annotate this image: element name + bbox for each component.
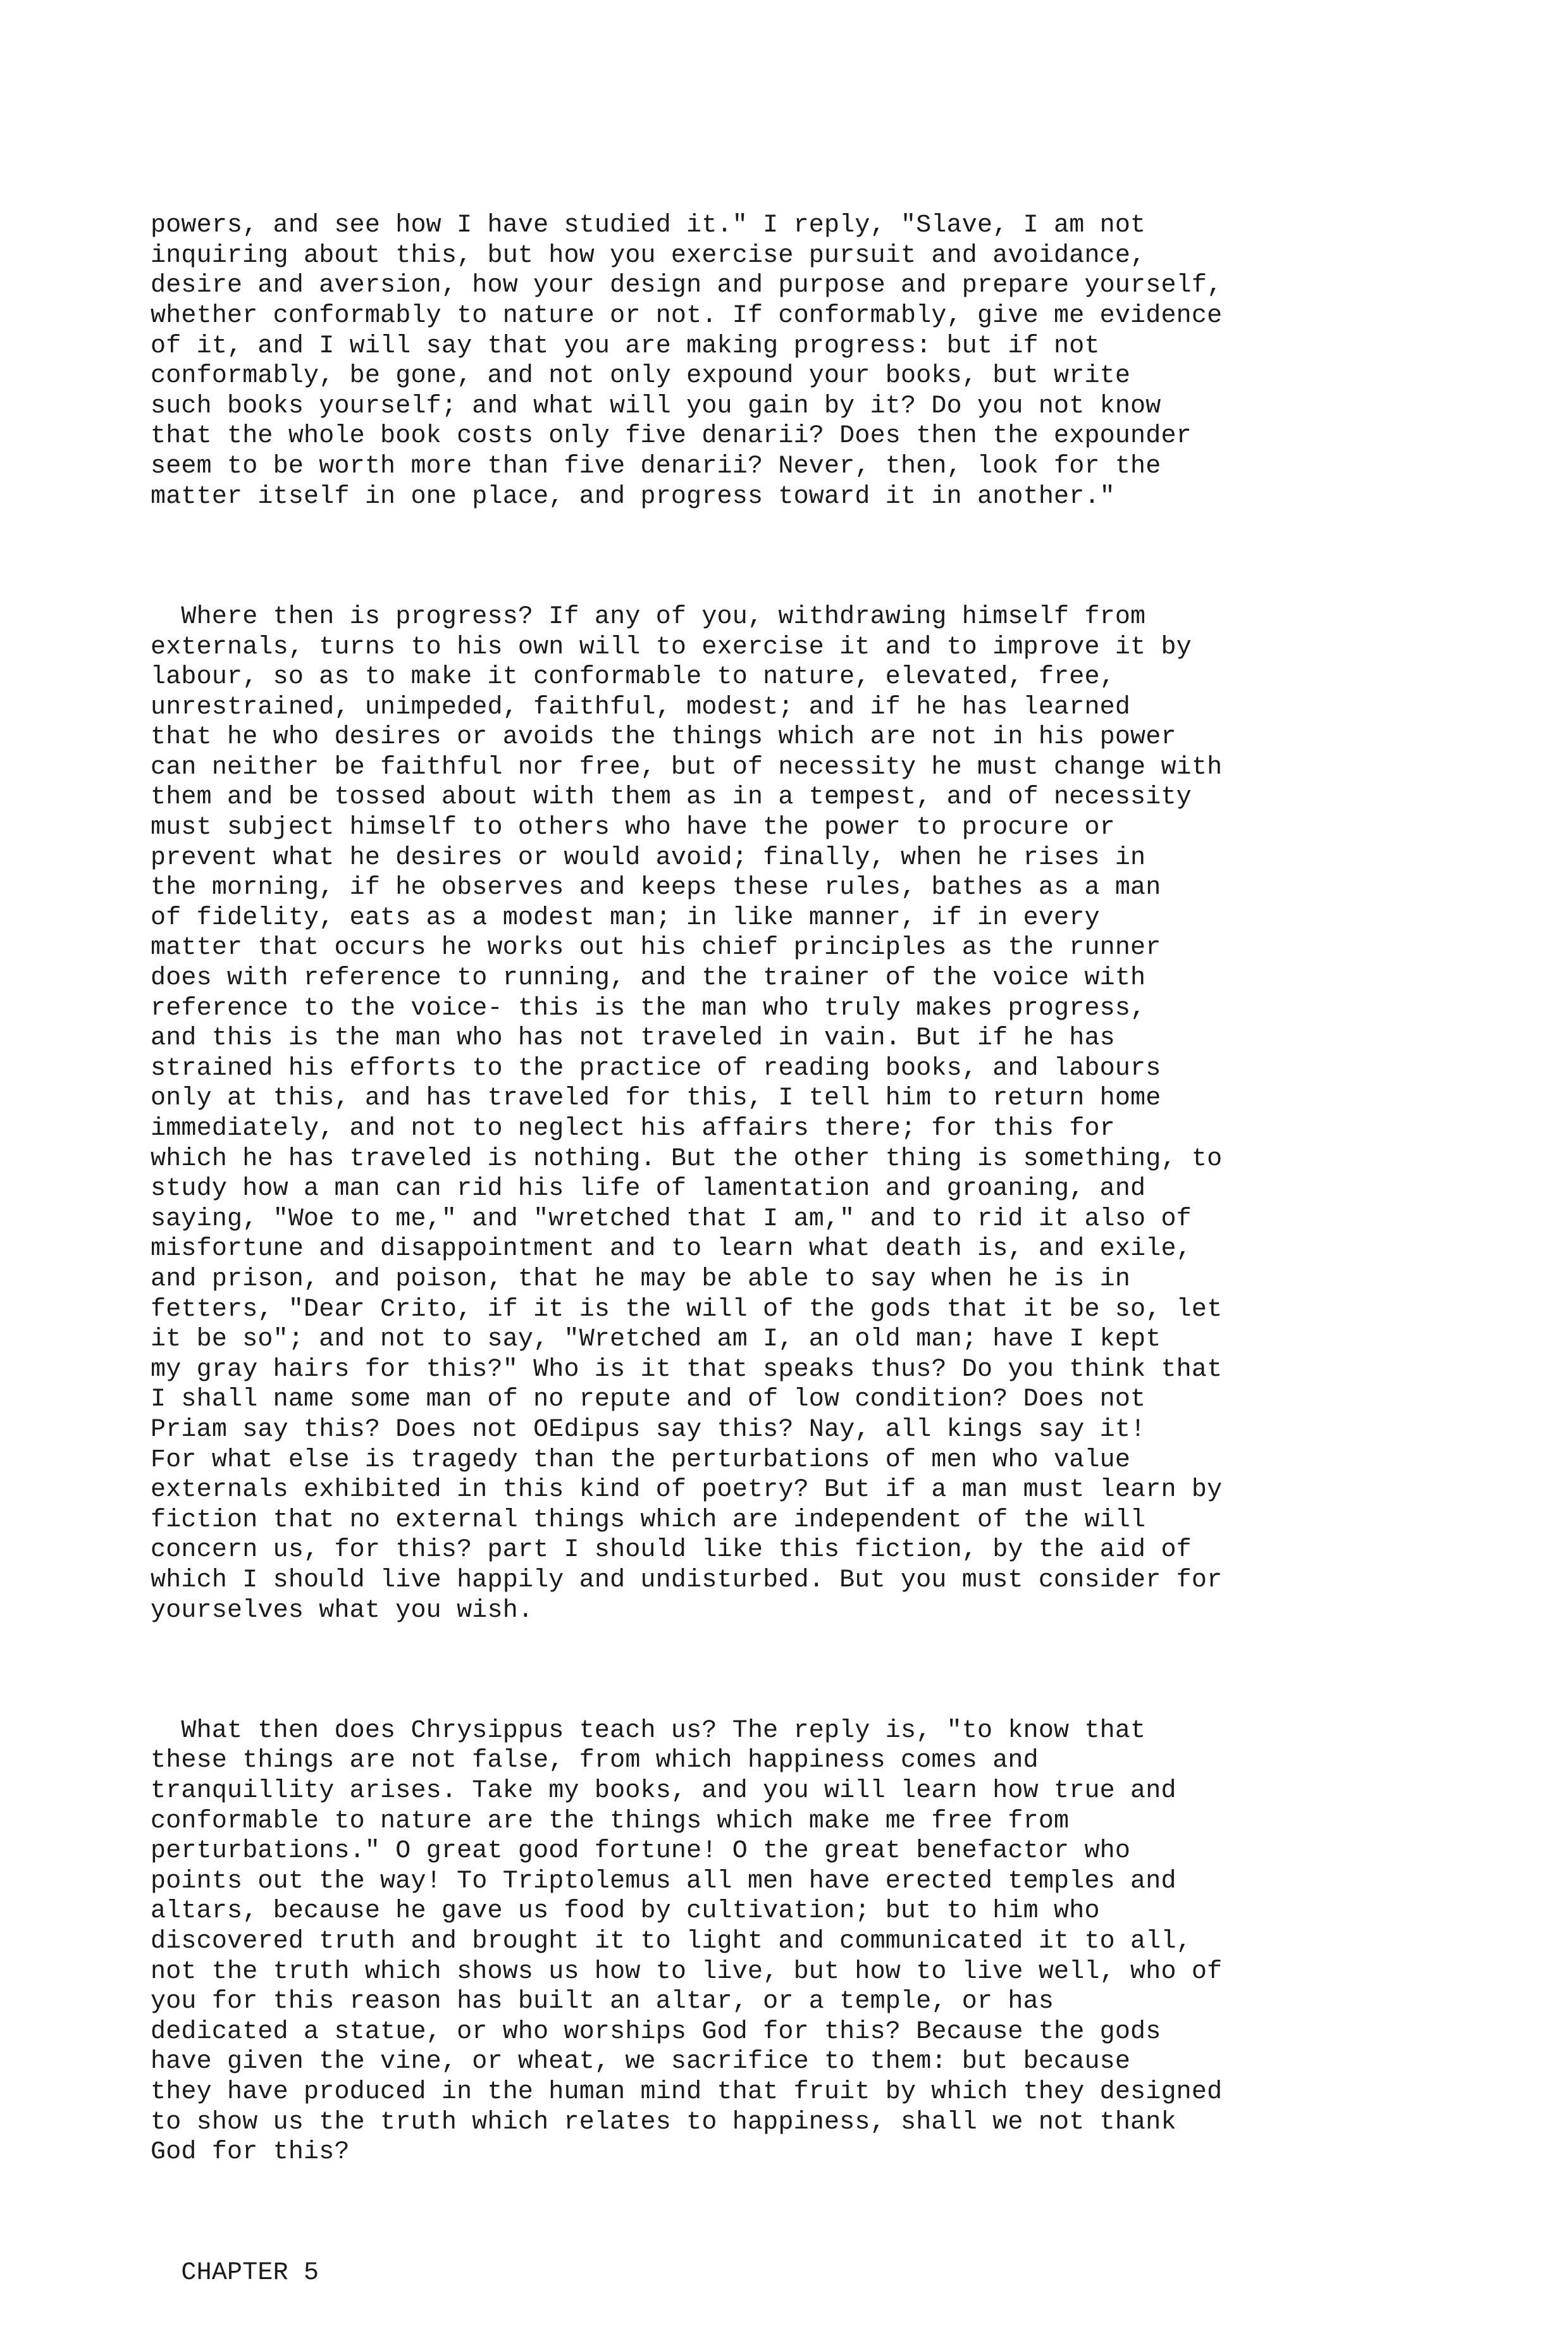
text-line: altars, because he gave us food by cultivation; but to him who xyxy=(151,1897,1100,1926)
text-line: whether conformably to nature or not. If conformably, give me evidence xyxy=(151,301,1223,330)
text-line: that the whole book costs only five denarii? Does then the expounder xyxy=(151,422,1192,451)
text-line: Where then is progress? If any of you, withdrawing himself from xyxy=(151,602,1146,631)
text-line: dedicated a statue, or who worships God for this? Because the gods xyxy=(151,2017,1161,2046)
text-line: externals exhibited in this kind of poetry? But if a man must learn by xyxy=(151,1476,1223,1505)
text-line: fiction that no external things which are independent of the will xyxy=(151,1505,1146,1535)
text-line: fetters, "Dear Crito, if it is the will of the gods that it be so, let xyxy=(151,1295,1223,1324)
text-line: you for this reason has built an altar, or a temple, or has xyxy=(151,1987,1054,2017)
text-line: tranquillity arises. Take my books, and you will learn how true and xyxy=(151,1777,1176,1806)
text-line: can neither be faithful nor free, but of necessity he must change with xyxy=(151,753,1223,782)
text-line: seem to be worth more than five denarii? Never, then, look for the xyxy=(151,452,1161,481)
text-line: have given the vine, or wheat, we sacrifice to them: but because xyxy=(151,2048,1131,2077)
paragraph-3 xyxy=(151,1716,1479,2168)
text-line: labour, so as to make it conformable to nature, elevated, free, xyxy=(151,663,1115,692)
chapter-heading: CHAPTER 5 xyxy=(151,2258,319,2287)
text-line: misfortune and disappointment and to learn what death is, and exile, xyxy=(151,1235,1192,1264)
text-line: which I should live happily and undisturbed. But you must consider for xyxy=(151,1566,1223,1595)
text-line: that he who desires or avoids the things which are not in his power xyxy=(151,723,1176,752)
text-line: and prison, and poison, that he may be able to say when he is in xyxy=(151,1264,1131,1294)
text-line: externals, turns to his own will to exercise it and to improve it by xyxy=(151,633,1192,662)
text-line: Priam say this? Does not OEdipus say this? Nay, all kings say it! xyxy=(151,1415,1146,1444)
text-line: the morning, if he observes and keeps these rules, bathes as a man xyxy=(151,874,1161,903)
text-line: strained his efforts to the practice of reading books, and labours xyxy=(151,1054,1161,1083)
text-line: which he has traveled is nothing. But the other thing is something, to xyxy=(151,1144,1223,1173)
text-line: saying, "Woe to me," and "wretched that I am," and to rid it also of xyxy=(151,1204,1192,1233)
text-line: prevent what he desires or would avoid; finally, when he rises in xyxy=(151,843,1146,872)
text-line: unrestrained, unimpeded, faithful, modest; and if he has learned xyxy=(151,693,1131,722)
text-line: and this is the man who has not traveled in vain. But if he has xyxy=(151,1024,1115,1053)
text-line: perturbations." O great good fortune! O the great benefactor who xyxy=(151,1837,1131,1866)
text-line: yourselves what you wish. xyxy=(151,1596,534,1625)
text-line: discovered truth and brought it to light and communicated it to all, xyxy=(151,1927,1192,1956)
paragraph-1 xyxy=(151,211,1479,512)
text-line: points out the way! To Triptolemus all men have erected temples and xyxy=(151,1867,1176,1896)
text-line: reference to the voice- this is the man who truly makes progress, xyxy=(151,994,1146,1023)
document-body xyxy=(151,151,1479,2348)
text-line: concern us, for this? part I should like this fiction, by the aid of xyxy=(151,1536,1192,1565)
text-line: I shall name some man of no repute and of low condition? Does not xyxy=(151,1385,1146,1414)
text-line: they have produced in the human mind that fruit by which they designed xyxy=(151,2078,1223,2106)
text-line: does with reference to running, and the trainer of the voice with xyxy=(151,964,1146,993)
text-line: matter itself in one place, and progress toward it in another." xyxy=(151,482,1115,511)
text-line: For what else is tragedy than the perturbations of men who value xyxy=(151,1445,1131,1474)
text-line: of fidelity, eats as a modest man; in like manner, if in every xyxy=(151,903,1100,932)
text-line: not the truth which shows us how to live, but how to live well, who of xyxy=(151,1957,1223,1986)
text-line: only at this, and has traveled for this, I tell him to return home xyxy=(151,1084,1161,1113)
text-line: matter that occurs he works out his chief principles as the runner xyxy=(151,934,1161,963)
text-line: What then does Chrysippus teach us? The reply is, "to know that xyxy=(151,1716,1146,1745)
text-line: of it, and I will say that you are making progress: but if not xyxy=(151,331,1100,361)
text-line: them and be tossed about with them as in a tempest, and of necessity xyxy=(151,783,1192,812)
text-line: God for this? xyxy=(151,2138,350,2167)
text-line: desire and aversion, how your design and purpose and prepare yourself, xyxy=(151,271,1223,300)
text-line: conformably, be gone, and not only expound your books, but write xyxy=(151,362,1131,391)
paragraph-2 xyxy=(151,602,1479,1626)
text-line: my gray hairs for this?" Who is it that speaks thus? Do you think that xyxy=(151,1355,1223,1384)
text-line: to show us the truth which relates to happiness, shall we not thank xyxy=(151,2108,1176,2137)
text-line: these things are not false, from which happiness comes and xyxy=(151,1746,1039,1776)
text-line: must subject himself to others who have the power to procure or xyxy=(151,813,1115,843)
text-line: study how a man can rid his life of lamentation and groaning, and xyxy=(151,1175,1146,1204)
text-line: conformable to nature are the things which make me free from xyxy=(151,1807,1070,1836)
text-line: powers, and see how I have studied it." I reply, "Slave, I am not xyxy=(151,211,1146,240)
text-line: inquiring about this, but how you exercise pursuit and avoidance, xyxy=(151,241,1146,270)
text-line: it be so"; and not to say, "Wretched am I, an old man; have I kept xyxy=(151,1325,1161,1354)
text-line: such books yourself; and what will you gain by it? Do you not know xyxy=(151,392,1161,421)
text-line: immediately, and not to neglect his affairs there; for this for xyxy=(151,1115,1115,1143)
